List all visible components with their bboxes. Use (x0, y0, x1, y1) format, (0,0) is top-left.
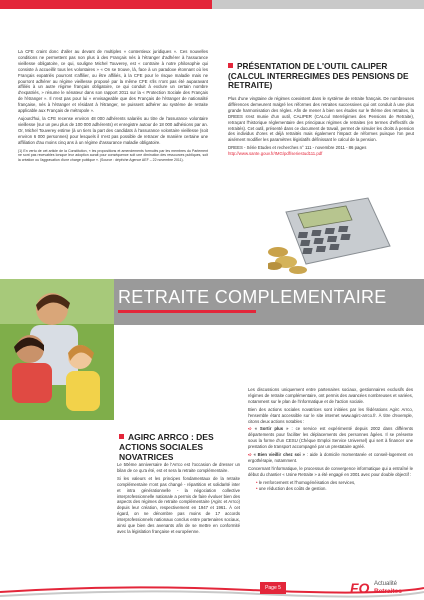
arrow-bullet-icon: ➪ (248, 426, 255, 432)
caliper-heading (228, 62, 414, 91)
bullet-text: : ce service est expérimenté depuis 2002 dans différents départements pour faciliter les déplacements des personnes âgées. Il se présente sous la forme d'un CESU (Chèque Emploi Service Universel) qui sert à financer une prestation de transport accompagné par un prestataire agréé. (248, 426, 413, 450)
section-title: RETRAITE COMPLEMENTAIRE (118, 287, 387, 307)
arrow-bullet-icon: ➪ (248, 452, 254, 458)
logo-line1: Actualité (374, 581, 398, 587)
bullet-text: : aide à domicile momentanée et conseil-logement en ergothérapie, notamment. (248, 452, 413, 463)
list-item: • une réduction des coûts de gestion. (256, 485, 327, 491)
complementary-paragraph: Bien des actions sociales novatrices sont initiées par les fédérations Agirc Arrco, l'ensemble étant accessible sur le site internet www.agirc-arrco.fr. À titre d'exemple, citons deux actions notables : (248, 406, 413, 424)
top-bar-red (0, 0, 212, 9)
red-square-icon (228, 63, 233, 68)
red-square-icon (119, 434, 124, 439)
left-paragraph: La CFE craint donc d'aller au devant de multiples « contentieux juridiques ». Ces nouvelles conditions ne permettent pas non plus à des Français nés à l'étranger d'adhérer à l'assurance vieillesse obligatoire, ce qui, souligne Michel Touverey, est « contraire à notre philosophie qui consiste à accueillir tous les volontaires » « On se trouve, là, face à un paradoxe étonnant où les Français expatriés pourront s'affilier, ou être affiliés, à la CFE pour le risque maladie mais ne pourront adhérer au régime vieillesse proposé par la même CFE s'ils n'ont pas été auparavant affiliés à un autre régime français obligatoire, ce qui conduit à exclure un certain nombre d'expatriés, » résume le sénateur dans son rapport 2011 sur la « Protection Sociale des Français de l'étranger ». Il n'est pas pour lui « envisageable que des Français de l'étranger de nationalité française, nés à l'étranger et résidant à l'étranger, ne puissent adhérer au système de retraite applicable aux Français de métropole ». (18, 49, 208, 114)
logo-line2: Retraites (374, 588, 402, 595)
logo-fo: FO (350, 580, 370, 596)
agirc-heading (119, 432, 243, 462)
page-number: Page 5 (260, 582, 286, 594)
bullet-label: « Sortir plus » (254, 426, 289, 432)
fo-logo (350, 580, 416, 598)
dot-bullet-icon: • (256, 479, 259, 485)
bullet-bien-vieillir (248, 452, 413, 464)
calculator-coins-image (268, 190, 394, 275)
complementary-paragraph: Les discussions uniquement entre partenaires sociaux, gestionnaires exclusifs des régimes de retraite complémentaire, ont permis des avancées nombreuses et variées, notamment sur le plan de l'informatique et de l'action sociale. (248, 387, 413, 404)
complementary-paragraph: Concernant l'informatique, le processus de convergence informatique qui a entraîné le début du chantier « Usine Retraite » a été engagé en 2001 avec pour double objectif : (248, 465, 413, 477)
agirc-article (117, 462, 240, 537)
bullet-label: « Bien vieillir chez soi » (253, 452, 305, 458)
top-bar-grey (212, 0, 424, 9)
title-underline (118, 310, 256, 313)
left-column-article (18, 49, 208, 162)
caliper-article (228, 96, 414, 157)
family-photo (0, 279, 114, 420)
agirc-title: AGIRC ARRCO : DES ACTIONS SOCIALES NOVATRICES (119, 432, 214, 462)
footnote: (1) En vertu de cet article de la Constitution, « les propositions et amendements formulés par les membres du Parlement ne sont pas recevables lorsque leur adoption aurait pour conséquence soit une diminution des ressources publiques, soit la création ou l'aggravation d'une charge publique ». (Source : dépêche Agence AEF – 22 novembre 2011). (18, 148, 208, 162)
bullet-sortir-plus (248, 426, 413, 450)
caliper-paragraph: Plus d'une vingtaine de régimes coexistent dans le système de retraite français. De nombreuses différences demeurent malgré les réformes des retraites successives qui ont conduit à une plus grande harmonisation des règles. Afin de mener à bien ses études sur le thème des retraites, la DREES s'est munie d'un outil, CALIPER (CALcul Interrégimes des Pensions de Retraite), retraçant l'historique réglementaire des principaux régimes de retraites (en termes d'effectifs de retraités). Cet outil, présenté dans ce document de travail, permet de simuler les droits à pension des individus d'ores et déjà retraités mais également l'impact de réformes puisque l'on peut aisément modifier les paramètres législatifs définissant le calcul de la pension. (228, 96, 414, 143)
caliper-title: PRÉSENTATION DE L'OUTIL CALIPER (CALCUL INTERREGIMES DES PENSIONS DE RETRAITE) (228, 61, 409, 91)
top-color-bar (0, 0, 424, 9)
left-paragraph: Aujourd'hui, la CFE recense environ 48 000 adhérents salariés au titre de l'assurance volontaire vieillesse (sur un peu plus de 100 000 adhérents) et enregistre autour de 18 000 adhésions par an. Or, Michel Touverey estime (à un tiers la part des candidats à l'assurance volontaire vieillesse (soit environ 6 000 personnes) pour lesquels il n'est pas possible de retracer de manière certaine une affiliation d'au moins cinq ans à un régime d'assurance maladie obligatoire. (18, 115, 208, 145)
dot-bullet-icon: • (256, 485, 259, 491)
list-item: • le renforcement et l'homogénéisation des services, (256, 479, 356, 485)
agirc-paragraph: Le 50ème anniversaire de l'Arrco est l'occasion de dresser un bilan de ce qu'a été, est et sera la retraite complémentaire. (117, 462, 240, 473)
complementary-article (248, 387, 413, 492)
caliper-link[interactable]: http://www.sante.gouv.fr/IMG/pdf/seriestud111.pdf (228, 151, 323, 157)
caliper-source: DREES - Série Etudes et recherches n° 111 - novembre 2011 - 86 pages (228, 145, 367, 151)
agirc-paragraph: Si les valeurs et les principes fondamentaux de la retraite complémentaire n'ont pas changé - répartition et solidarité inter et intra générationnelle - la négociation collective interprofessionnelle nationale a permis de faire évoluer bien des aspects des régimes de retraite complémentaire (Agirc et Arrco) depuis leur création, respectivement en 1947 et 1961. À cet égard, on ne dénombre pas moins de 17 accords interprofessionnels nationaux conclus entre partenaires sociaux, ainsi que bien des avenants afin de se mettre en conformité avec la législation française et européenne. (117, 475, 240, 534)
